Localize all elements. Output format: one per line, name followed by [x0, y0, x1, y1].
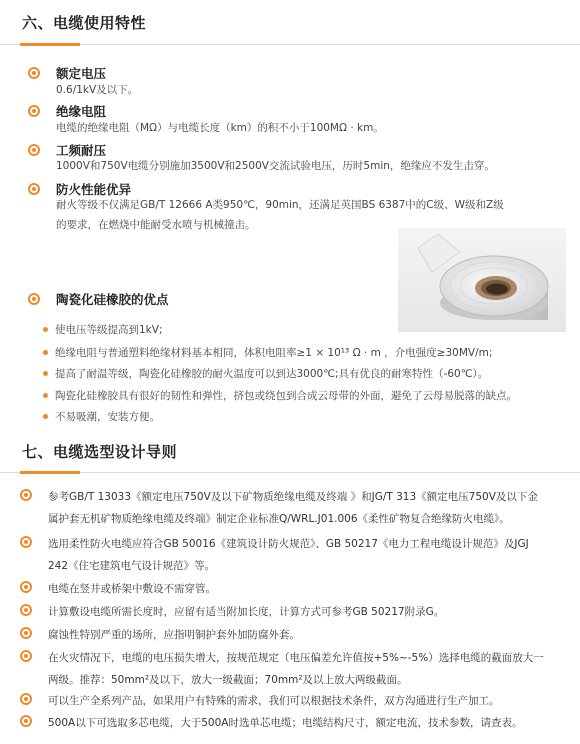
property-name: 额定电压 [56, 66, 107, 81]
ring-bullet-icon [20, 627, 32, 639]
guideline-line: 500A以下可选取多芯电缆，大于500A时选单芯电缆；电缆结构尺寸，额定电流，技术参数，请查表。 [48, 717, 523, 729]
desc-line: 0.6/1kV及以下。 [56, 84, 139, 96]
dot-bullet-icon [43, 350, 48, 355]
ring-bullet-icon [20, 715, 32, 727]
dot-bullet-icon [43, 393, 48, 398]
desc-line: 耐火等级不仅满足GB/T 12666 A类950℃，90min，还满足英国BS 6387中的C级、W级和Z级 [56, 199, 504, 211]
guideline-line: 属护套无机矿物质绝缘电缆及终端》制定企业标准Q/WRL.J01.006《柔性矿物复合绝缘防火电缆》。 [48, 513, 510, 525]
dot-bullet-icon [43, 371, 48, 376]
ring-bullet-icon [20, 693, 32, 705]
list-item-text: 不易吸潮，安装方便。 [55, 411, 160, 423]
property-name: 工频耐压 [56, 143, 107, 158]
guideline-line: 242《住宅建筑电气设计规范》等。 [48, 560, 216, 572]
ring-bullet-icon [20, 650, 32, 662]
guideline-line: 可以生产全系列产品，如果用户有特殊的需求，我们可以根据技术条件，双方沟通进行生产加工。 [48, 695, 500, 707]
guideline-line: 电缆在竖井或桥架中敷设不需穿管。 [48, 583, 216, 595]
list-item-text: 绝缘电阻与普通塑料绝缘材料基本相同，体积电阻率≥1 × 10¹³ Ω · m ，介电强度≥30MV/m; [55, 347, 493, 359]
section-7-accent-bar [20, 471, 80, 474]
dot-bullet-icon [43, 327, 48, 332]
dot-bullet-icon [43, 414, 48, 419]
property-insulation-resistance-desc [56, 118, 384, 138]
ring-bullet-icon [20, 489, 32, 501]
guideline-line: 腐蚀性特别严重的场所，应指明铜护套外加防腐外套。 [48, 629, 300, 641]
mica-tape-roll-image [398, 228, 566, 332]
guideline-line: 选用柔性防火电缆应符合GB 50016《建筑设计防火规范》、GB 50217《电力工程电缆设计规范》及JGJ [48, 538, 529, 550]
property-rated-voltage-desc [56, 80, 138, 100]
section-7-title: 七、电缆选型设计导则 [22, 443, 178, 461]
ring-bullet-icon [28, 144, 40, 156]
guideline-line: 两级。推荐：50mm²及以下，放大一级截面；70mm²及以上放大两级截面。 [48, 674, 408, 686]
property-name: 绝缘电阻 [56, 104, 107, 119]
ring-bullet-icon [28, 293, 40, 305]
desc-line: 1000V和750V电缆分别施加3500V和2500V交流试验电压，历时5min，绝缘应不发生击穿。 [56, 160, 495, 172]
property-power-frequency-withstand-desc [56, 156, 495, 176]
heading-text: 陶瓷化硅橡胶的优点 [56, 292, 169, 307]
guideline-line: 参考GB/T 13033《额定电压750V及以下矿物质绝缘电缆及终端 》和JG/T 313《额定电压750V及以下金 [48, 491, 538, 503]
ring-bullet-icon [28, 67, 40, 79]
mica-tape-roll-icon [398, 228, 566, 332]
list-item-text: 提高了耐温等级，陶瓷化硅橡胶的耐火温度可以到达3000℃;具有优良的耐寒特性（-60℃）。 [55, 368, 489, 380]
list-item-text: 使电压等级提高到1kV; [55, 324, 163, 336]
ring-bullet-icon [28, 105, 40, 117]
section-6-accent-bar [20, 43, 80, 46]
property-name: 防火性能优异 [56, 182, 132, 197]
section-7-divider [0, 472, 580, 473]
ring-bullet-icon [20, 604, 32, 616]
ring-bullet-icon [20, 536, 32, 548]
section-6-divider [0, 44, 580, 45]
ring-bullet-icon [28, 183, 40, 195]
guideline-line: 在火灾情况下，电缆的电压损失增大，按规范规定（电压偏差允许值按+5%~-5%）选择电缆的截面放大一 [48, 652, 544, 664]
section-6-title: 六、电缆使用特性 [22, 14, 147, 32]
guideline-line: 计算敷设电缆所需长度时，应留有适当附加长度，计算方式可参考GB 50217附录G。 [48, 606, 445, 618]
list-item-text: 陶瓷化硅橡胶具有很好的韧性和弹性，挤包或绕包到合成云母带的外面，避免了云母易脱落的缺点。 [55, 390, 517, 402]
ring-bullet-icon [20, 581, 32, 593]
desc-line: 电缆的绝缘电阻（MΩ）与电缆长度（km）的积不小于100MΩ · km。 [56, 122, 384, 134]
desc-line: 的要求，在燃烧中能耐受水喷与机械撞击。 [56, 219, 256, 231]
